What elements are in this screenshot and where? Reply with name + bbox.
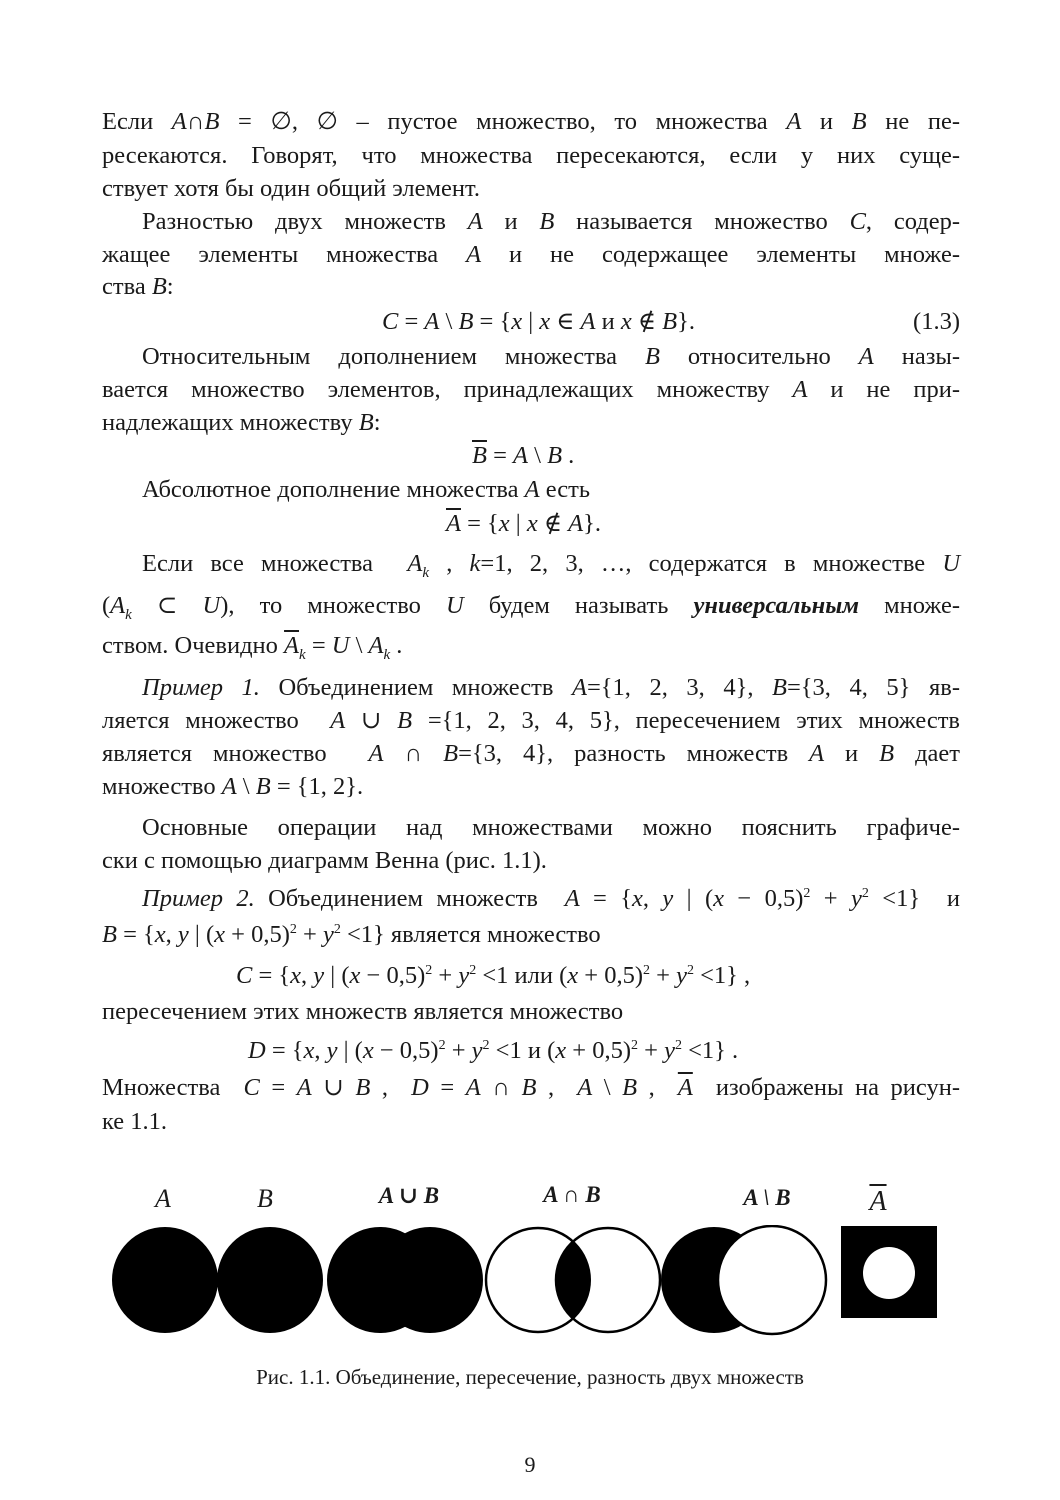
figure-caption: Рис. 1.1. Объединение, пересечение, разность двух множеств (256, 1365, 804, 1389)
p1-line1: Если A∩B = ∅, ∅ – пустое множество, то множества A и B не пе- (102, 108, 960, 135)
p5-line2: ($A_k$ ⊂ U), то множество U будем называть универсальным множе- (102, 592, 961, 623)
p8-line1: Множества C = A ∪ B , D = A ∩ B , A \ B , $\overline{A}$ изображены на рисун- (102, 1074, 960, 1101)
label-union: A ∪ B (378, 1183, 440, 1208)
equation-b-complement: $\overline{B} = A$ \ B . (472, 442, 575, 469)
p2-line1: Разностью двух множеств A и B называется множество C, содер- (142, 208, 960, 235)
venn-diagrams (0, 1225, 1060, 1355)
label-complement: $\overline{A}$ (869, 1186, 887, 1217)
p2-line3: ства B: (102, 273, 174, 300)
p5-line1: Если все множества $A_k$ , k=1, 2, 3, …, содержатся в множестве U (142, 550, 961, 581)
ex2-line2: B = {x, y | $(x + 0,5)^2 + y^2 <1$} является множество (102, 921, 601, 949)
p2-line2: жащее элементы множества A и не содержащее элементы множе- (102, 241, 960, 268)
equation-a-complement: $\overline{A} = \{x$ | x ∉ A}. (446, 510, 601, 537)
p6-line2: ски с помощью диаграмм Венна (рис. 1.1). (102, 847, 547, 874)
set-b-disk (217, 1227, 323, 1333)
p3-line2: вается множество элементов, принадлежащих множеству A и не при- (102, 376, 960, 403)
complement-diagram (841, 1226, 937, 1318)
p3-line1: Относительным дополнением множества B относительно A назы- (142, 343, 960, 370)
label-b: B (257, 1184, 273, 1213)
equation-c: C = {x, y | $(x - 0,5)^2 + y^2 <1$ или $(x + 0,5)^2 + y^2 <1$} , (236, 962, 751, 990)
p1-line3: ствует хотя бы один общий элемент. (102, 175, 480, 202)
universal-term: универсальным (693, 592, 860, 619)
ex1-line4: множество A \ B = {1, 2}. (102, 773, 364, 800)
p4: Абсолютное дополнение множества A есть (142, 476, 590, 503)
p3-line3: надлежащих множеству B: (102, 409, 381, 436)
ex1-line3: является множество A ∩ B={3, 4}, разность множеств A и B дает (102, 740, 961, 767)
set-a-disk (112, 1227, 218, 1333)
ex1-line2: ляется множество A ∪ B ={1, 2, 3, 4, 5}, пересечением этих множеств (102, 707, 960, 734)
p7: пересечением этих множеств является множество (102, 998, 624, 1025)
equation-d: D = {x, y | $(x - 0,5)^2 + y^2 <1$ и $(x + 0,5)^2 + y^2 <1$} . (248, 1037, 739, 1065)
page-number: 9 (524, 1452, 536, 1477)
p1-line2: ресекаются. Говорят, что множества пересекаются, если у них суще- (102, 142, 960, 169)
intersection-diagram (486, 1228, 660, 1332)
label-a: A (155, 1184, 171, 1213)
p5-line3: ством. Очевидно $\overline{A}_k = U$ \ $A_k$ . (102, 632, 403, 663)
p8-line2: ке 1.1. (102, 1108, 168, 1135)
difference-diagram (661, 1226, 826, 1334)
ex1-line1: Пример 1. Объединением множеств A={1, 2, 3, 4}, B={3, 4, 5} яв- (142, 674, 960, 701)
label-intersection: A ∩ B (543, 1182, 601, 1207)
ex2-line1: Пример 2. Объединением множеств A = {x, y | $(x - 0,5)^2 + y^2 <1$} и (142, 885, 960, 913)
union-diagram (327, 1227, 483, 1333)
label-difference: A \ B (743, 1185, 791, 1210)
p6-line1: Основные операции над множествами можно пояснить графиче- (142, 814, 960, 841)
equation-1-3: C = A \ B = {x | x ∈ A и x ∉ B}. (382, 308, 696, 335)
equation-number: (1.3) (913, 308, 960, 335)
